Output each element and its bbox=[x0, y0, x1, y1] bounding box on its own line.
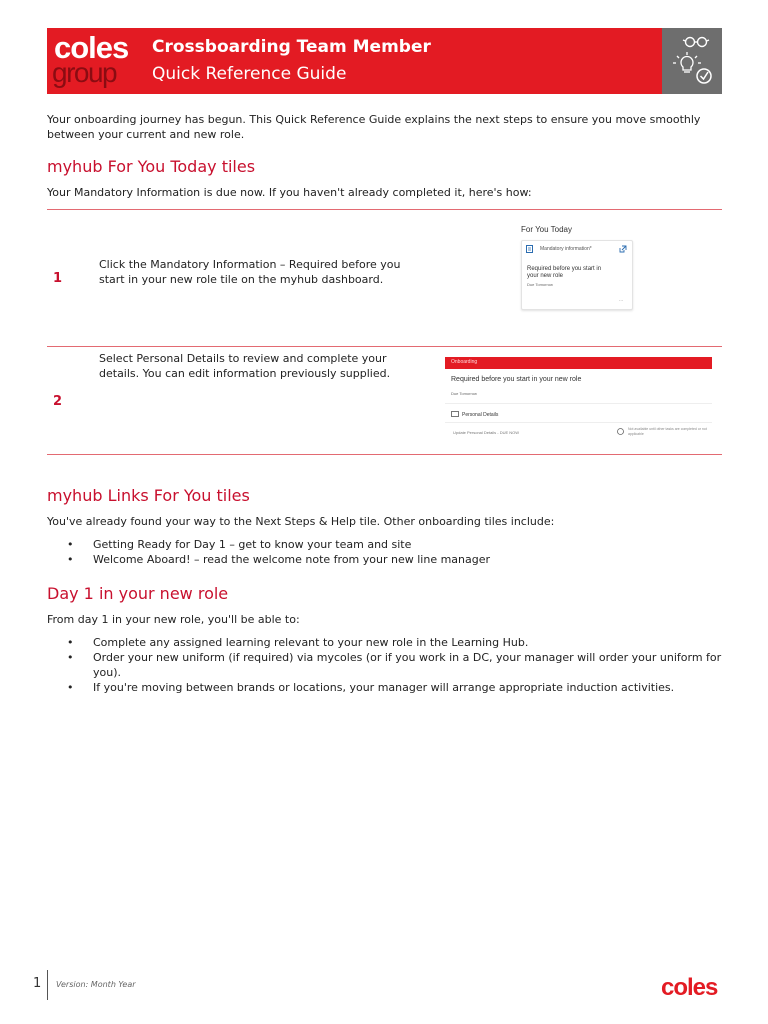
step-text: Select Personal Details to review and complete your details. You can edit information previously supplied. bbox=[99, 352, 391, 380]
screenshot-note: Not available until other tasks are completed or not applicable bbox=[628, 427, 707, 436]
divider bbox=[47, 454, 722, 455]
lightbulb-icon bbox=[673, 52, 701, 72]
list-item: • Complete any assigned learning relevant to your new role in the Learning Hub. bbox=[47, 635, 722, 650]
divider bbox=[47, 209, 722, 210]
step-number: 2 bbox=[53, 394, 63, 409]
intro-paragraph: Your onboarding journey has begun. This Quick Reference Guide explains the next steps to ensure you move smoothly between your current and new role. bbox=[47, 113, 701, 141]
list-item: • Getting Ready for Day 1 – get to know your team and site bbox=[47, 537, 722, 552]
coles-logo: coles bbox=[661, 974, 718, 1001]
section3-bullet-list bbox=[47, 635, 722, 695]
step-text: Click the Mandatory Information – Required before you start in your new role tile on the myhub dashboard. bbox=[99, 258, 401, 286]
divider bbox=[47, 346, 722, 347]
screenshot-title: For You Today bbox=[521, 225, 573, 234]
version-label: Version: Month Year bbox=[56, 980, 136, 989]
divider bbox=[445, 403, 712, 404]
section-heading-for-you-today: myhub For You Today tiles bbox=[47, 157, 256, 176]
section-heading-day-1: Day 1 in your new role bbox=[47, 584, 229, 603]
logo-text-bottom: group bbox=[52, 57, 117, 88]
info-icon bbox=[617, 428, 624, 435]
divider bbox=[445, 422, 712, 423]
screenshot-row: Update Personal Details - DUE NOW bbox=[453, 430, 520, 435]
section2-lead: You've already found your way to the Next Steps & Help tile. Other onboarding tiles include: bbox=[47, 515, 555, 528]
coles-group-logo bbox=[47, 28, 137, 94]
section1-lead: Your Mandatory Information is due now. If you haven't already completed it, here's how: bbox=[47, 186, 532, 199]
screenshot-title: Required before you start in your new role bbox=[451, 376, 582, 383]
document-subtitle: Quick Reference Guide bbox=[152, 64, 347, 84]
tile-due: Due Tomorrow bbox=[527, 282, 553, 287]
screenshot-for-you-today bbox=[513, 220, 638, 315]
mandatory-info-tile bbox=[521, 240, 633, 310]
screenshot-personal-details bbox=[445, 357, 712, 442]
screenshot-header-bar bbox=[445, 357, 712, 369]
screenshot-due: Due Tomorrow bbox=[451, 391, 477, 396]
checkmark-circle-icon bbox=[697, 69, 711, 83]
external-link-icon bbox=[619, 245, 627, 253]
section-heading-links-for-you: myhub Links For You tiles bbox=[47, 486, 250, 505]
list-item: • Welcome Aboard! – read the welcome note from your new line manager bbox=[47, 552, 722, 567]
tile-heading: Required before you start in your new role bbox=[527, 266, 602, 279]
page-number: 1 bbox=[33, 976, 42, 991]
list-item: • Order your new uniform (if required) via mycoles (or if you work in a DC, your manager will order your uniform for you). bbox=[47, 650, 722, 680]
footer-divider bbox=[47, 970, 48, 1000]
screenshot-bar-label: Onboarding bbox=[451, 359, 478, 365]
logo-text-top: coles bbox=[54, 30, 129, 65]
section3-lead: From day 1 in your new role, you'll be able to: bbox=[47, 613, 300, 626]
document-icon bbox=[526, 245, 534, 253]
document-title: Crossboarding Team Member bbox=[152, 37, 431, 57]
step-number: 1 bbox=[53, 271, 63, 286]
tile-label: Mandatory information* bbox=[540, 246, 592, 252]
list-item: • If you're moving between brands or locations, your manager will arrange appropriate induction activities. bbox=[47, 680, 722, 695]
glasses-icon bbox=[683, 38, 709, 47]
section2-bullet-list bbox=[47, 537, 722, 567]
tile-more: ... bbox=[619, 297, 624, 303]
header-banner bbox=[47, 28, 722, 94]
header-icon-panel bbox=[662, 28, 722, 94]
screenshot-section: Personal Details bbox=[462, 412, 499, 418]
id-card-icon bbox=[451, 411, 459, 417]
